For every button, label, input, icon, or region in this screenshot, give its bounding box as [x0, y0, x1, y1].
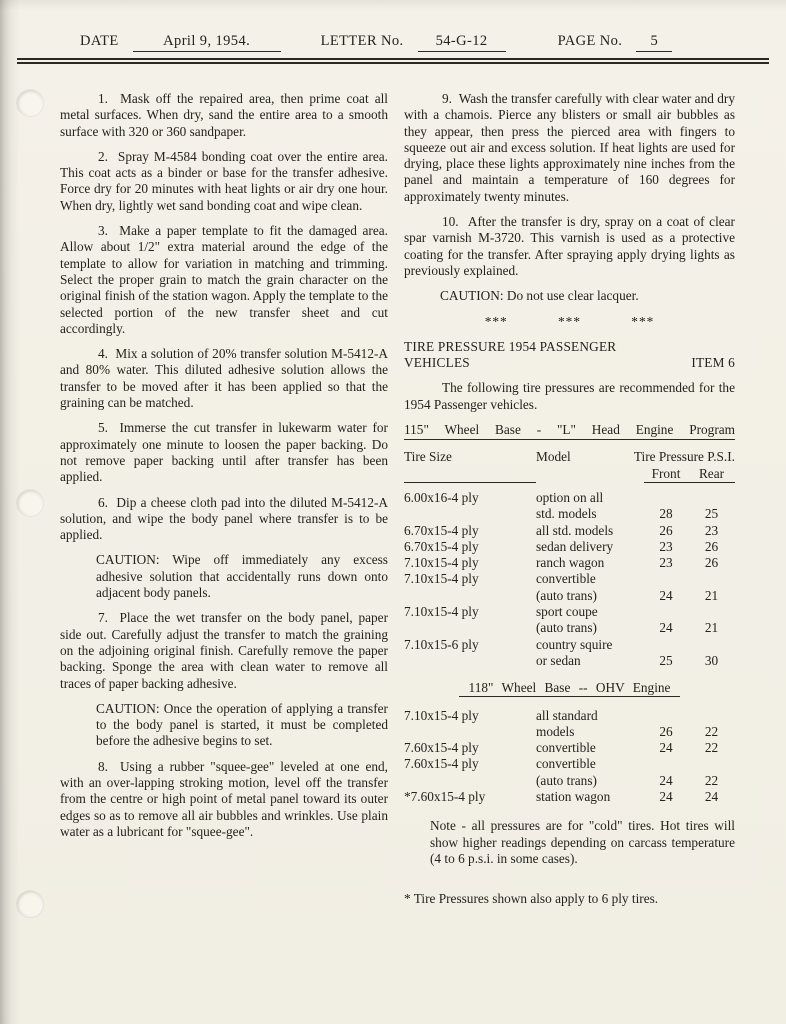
left-column [60, 91, 388, 907]
cell-model: convertible [536, 740, 596, 756]
cell-model: country squire or sedan [536, 636, 613, 668]
numbered-paragraph: 4. Mix a solution of 20% transfer solution M-5412-A and 80% water. This diluted adhesive solution allows the transfer to be moved after it has been applied so that the graining can be matched. [60, 346, 388, 411]
letter-number-value: 54-G-12 [418, 33, 506, 52]
cell-front-pressure: 24 [659, 740, 673, 756]
cell-tire-size: 7.10x15-4 ply [404, 707, 479, 723]
cell-rear-pressure: 21 [704, 587, 719, 603]
cell-tire-size: 6.70x15-4 ply [404, 522, 479, 538]
cell-rear-pressure: 22 [704, 740, 719, 756]
cell-rear-pressure: 22 [704, 723, 719, 739]
cell-tire-size: 7.10x15-4 ply [404, 555, 479, 571]
right-column [404, 91, 735, 907]
numbered-paragraph: 9. Wash the transfer carefully with clear water and dry with a chamois. Pierce any blisters or small air bubbles as they appear, then press the pierced area with fingers to squeeze out air and excess solution. If heat lights are used for drying, place these lights approximately nine inches from the panel and maintain a temperature of 160 degrees for approximately twenty minutes. [404, 91, 735, 204]
tire-pressure-table [404, 708, 735, 806]
table-row [404, 604, 735, 637]
col-header-pressure: Tire Pressure P.S.I. [633, 449, 735, 465]
cell-rear-pressure: 25 [704, 506, 719, 522]
table-section-heading [404, 680, 735, 696]
letter-number-label: LETTER No. [320, 33, 404, 49]
cell-tire-size: 7.10x15-6 ply [404, 636, 479, 652]
table-row [404, 789, 735, 805]
paragraph: The following tire pressures are recommended for the 1954 Passenger vehicles. [404, 380, 735, 412]
cell-front-pressure: 25 [659, 652, 673, 668]
table-row [404, 539, 735, 555]
numbered-paragraph: 8. Using a rubber "squee-gee" leveled at one end, with an over-lapping stroking motion, level off the transfer from the centre or high point of metal panel toward its outer edges so as to remove all air bubbles and wrinkles. Use plain water as a lubricant for "squee-gee". [60, 758, 388, 839]
table-section-heading: 115" Wheel Base - "L" Head Engine Program [404, 422, 735, 440]
cell-rear-pressure: 26 [704, 555, 719, 571]
table-row [404, 555, 735, 571]
cell-model: all standard models [536, 707, 598, 739]
caution-paragraph: CAUTION: Wipe off immediately any excess adhesive solution that accidentally runs down onto adjacent body panels. [96, 552, 388, 601]
cell-front-pressure: 28 [659, 506, 673, 522]
cell-rear-pressure: 30 [704, 652, 719, 668]
page-header [0, 0, 786, 52]
numbered-paragraph: 2. Spray M-4584 bonding coat over the entire area. This coat acts as a binder or base for the transfer adhesive. Force dry for 20 minutes with heat lights or air dry one hour. When dry, lightly wet sand bonding coat and wipe clean. [60, 148, 388, 213]
cell-front-pressure: 24 [659, 788, 673, 804]
cell-model: option on all std. models [536, 489, 604, 522]
cell-front-pressure: 24 [659, 772, 673, 788]
cell-front-pressure: 24 [659, 620, 673, 636]
cell-front-pressure: 26 [659, 522, 673, 538]
header-divider-rule [17, 58, 769, 64]
cell-rear-pressure: 21 [704, 620, 719, 636]
table-row [404, 490, 735, 523]
cell-model: convertible (auto trans) [536, 756, 597, 788]
cell-tire-size: *7.60x15-4 ply [404, 788, 486, 804]
cell-front-pressure: 23 [659, 555, 673, 571]
table-row [404, 708, 735, 741]
table-row [404, 571, 735, 604]
numbered-paragraph: 5. Immerse the cut transfer in lukewarm water for approximately one minute to loosen the paper backing. Do not remove paper backing until after transfer has been applied. [60, 420, 388, 485]
cell-rear-pressure: 23 [704, 522, 719, 538]
cell-front-pressure: 24 [659, 587, 673, 603]
col-header-model: Model [536, 449, 571, 465]
cell-model: ranch wagon [536, 555, 605, 571]
date-label: DATE [80, 33, 119, 49]
table-row [404, 740, 735, 756]
cell-model: sedan delivery [536, 538, 614, 554]
section-title [404, 339, 735, 372]
page-number-value: 5 [636, 33, 672, 52]
cell-tire-size: 7.60x15-4 ply [404, 756, 479, 772]
punch-hole-top [17, 90, 43, 116]
cell-tire-size: 7.60x15-4 ply [404, 740, 479, 756]
table-row [404, 756, 735, 789]
cell-rear-pressure: 22 [704, 772, 719, 788]
note-paragraph: Note - all pressures are for "cold" tires. Hot tires will show higher readings depending on carcass temperature (4 to 6 p.s.i. in some cases). [430, 818, 735, 866]
page-number-label: PAGE No. [557, 33, 623, 49]
punch-hole-middle [17, 490, 43, 516]
col-header-front: Front [644, 466, 688, 483]
table-row [404, 523, 735, 539]
punch-hole-bottom [17, 891, 43, 917]
numbered-paragraph: 10. After the transfer is dry, spray on a coat of clear spar varnish M-3720. This varnish is used as a protective coating for the transfer. After spraying apply drying lights as previously explained. [404, 214, 735, 278]
separator-stars: *** *** *** [484, 313, 655, 329]
col-header-rear: Rear [688, 466, 735, 483]
col-header-tire-size: Tire Size [404, 449, 536, 483]
cell-tire-size: 7.10x15-4 ply [404, 604, 479, 620]
footnote: * Tire Pressures shown also apply to 6 ply tires. [404, 891, 659, 907]
date-value: April 9, 1954. [133, 33, 281, 52]
document-body [60, 91, 735, 907]
caution-paragraph: CAUTION: Once the operation of applying a transfer to the body panel is started, it must be completed before the adhesive begins to set. [96, 700, 388, 749]
caution-paragraph: CAUTION: Do not use clear lacquer. [440, 288, 639, 304]
cell-model: convertible (auto trans) [536, 571, 597, 603]
cell-front-pressure: 26 [659, 723, 673, 739]
numbered-paragraph: 6. Dip a cheese cloth pad into the diluted M-5412-A solution, and wipe the body panel where transfer is to be applied. [60, 494, 388, 543]
table-row [404, 637, 735, 670]
item-number: ITEM 6 [691, 355, 735, 371]
cell-tire-size: 6.00x16-4 ply [404, 489, 479, 505]
cell-rear-pressure: 24 [704, 788, 719, 804]
heading-text: 118" Wheel Base -- OHV Engine [459, 680, 681, 697]
cell-tire-size: 6.70x15-4 ply [404, 538, 479, 554]
numbered-paragraph: 1. Mask off the repaired area, then prime coat all metal surfaces. When dry, sand the entire area to a smooth surface with 320 or 360 sandpaper. [60, 91, 388, 139]
numbered-paragraph: 3. Make a paper template to fit the damaged area. Allow about 1/2" extra material around the edge of the template to allow for variation in matching and trimming. Select the proper grain to match the grain character on the original finish of the station wagon. Apply the template to the selected portion of the new transfer sheet and cut accordingly. [60, 223, 388, 336]
table-header [404, 449, 735, 483]
cell-rear-pressure: 26 [704, 538, 719, 554]
cell-front-pressure: 23 [659, 538, 673, 554]
section-title-text: TIRE PRESSURE 1954 PASSENGER VEHICLES [404, 338, 617, 371]
cell-model: sport coupe (auto trans) [536, 604, 598, 636]
cell-model: station wagon [536, 788, 611, 804]
tire-pressure-table [404, 449, 735, 669]
cell-tire-size: 7.10x15-4 ply [404, 571, 479, 587]
cell-model: all std. models [536, 522, 614, 538]
numbered-paragraph: 7. Place the wet transfer on the body panel, paper side out. Carefully adjust the transfer to match the graining on the adjoining original finish. Carefully remove the paper backing. Sponge the area with clean water to remove all traces of paper backing adhesive. [60, 610, 388, 691]
